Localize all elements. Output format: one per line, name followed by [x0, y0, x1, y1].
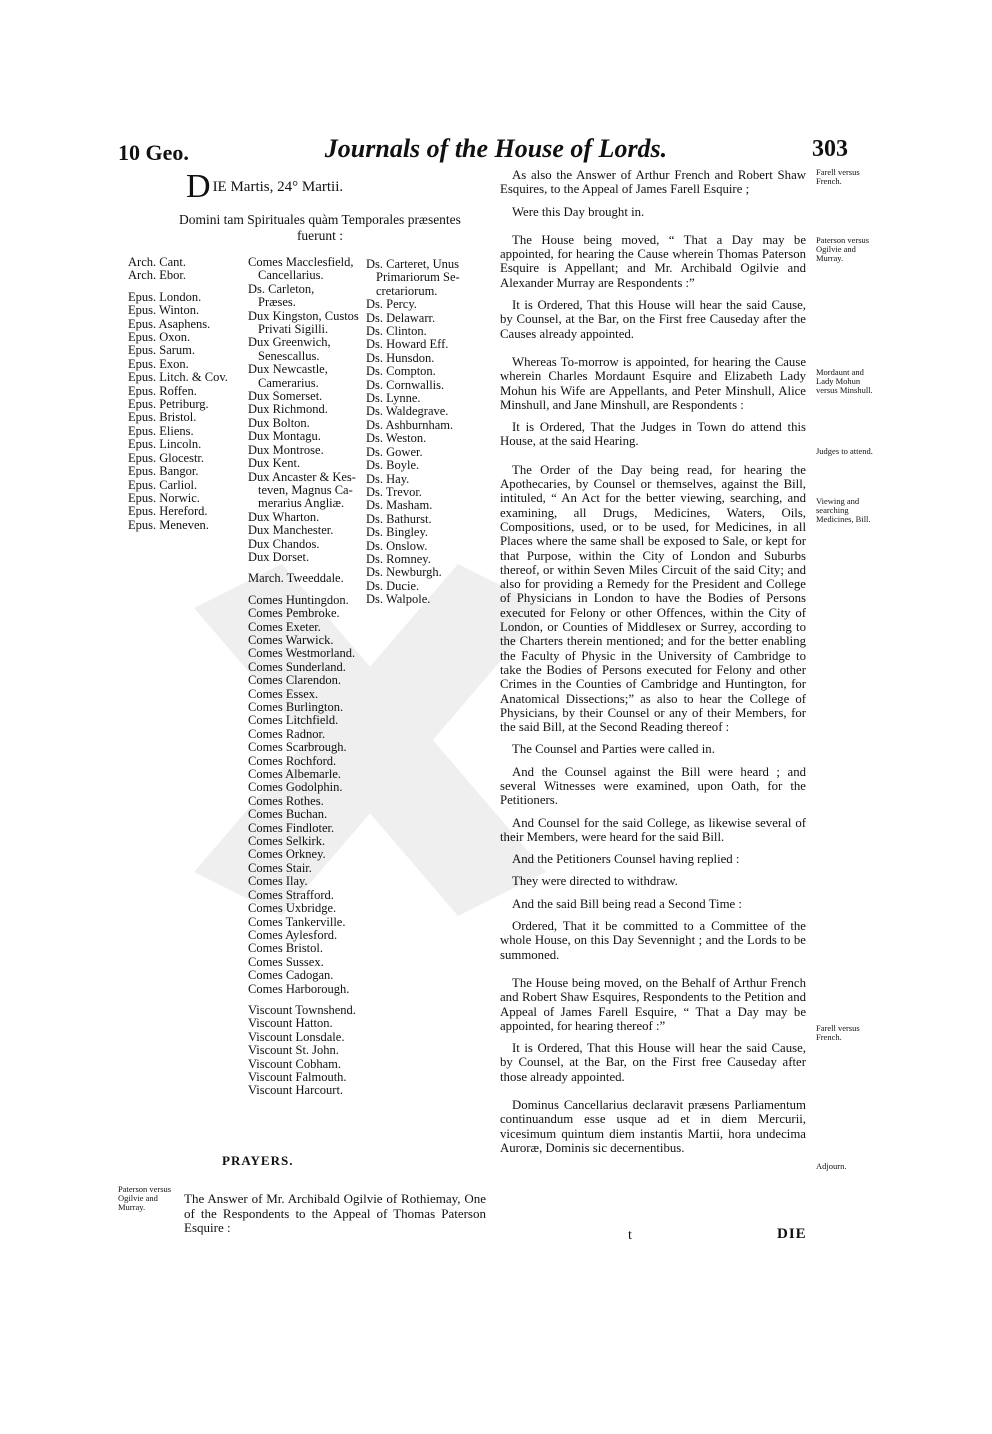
attendee-line: Epus. Carliol. [128, 477, 198, 492]
attendee-line: Viscount Harcourt. [248, 1083, 344, 1098]
attendee-line: Epus. Winton. [128, 303, 200, 318]
answer-paragraph: The Answer of Mr. Archibald Ogilvie of Rothiemay, One of the Respondents to the Appeal of Thomas Paterson Esquire : [184, 1191, 486, 1235]
attendee-line: Viscount St. John. [248, 1043, 339, 1058]
attendee-line: Dux Richmond. [248, 402, 328, 417]
attendee-line: Comes Litchfield. [248, 713, 339, 728]
attendee-line: Epus. Oxon. [128, 330, 191, 345]
dateline [186, 168, 344, 205]
attendee-line: Comes Findloter. [248, 820, 335, 835]
para-called-in: The Counsel and Parties were called in. [512, 742, 715, 757]
para-judges-ordered: It is Ordered, That the Judges in Town do attend this House, at the said Hearing. [500, 420, 806, 449]
attendee-line: Dux Montrose. [248, 442, 324, 457]
attendee-line: Viscount Townshend. [248, 1002, 356, 1017]
attendee-line: Comes Radnor. [248, 726, 326, 741]
attendee-line: Ds. Cornwallis. [366, 377, 445, 392]
attendee-line: Epus. Bangor. [128, 464, 199, 479]
attendee-line: Arch. Ebor. [128, 268, 186, 283]
attendee-line: Epus. Eliens. [128, 423, 194, 438]
para-second-reading: And the said Bill being read a Second Time : [512, 896, 742, 911]
attendee-line: Arch. Cant. [128, 255, 186, 269]
para-replied: And the Petitioners Counsel having replied : [512, 852, 740, 867]
attendee-line: Epus. Bristol. [128, 410, 197, 425]
para-withdraw: They were directed to withdraw. [512, 874, 678, 889]
attendee-line: Epus. Meneven. [128, 517, 209, 532]
margin-note-farell-1: Farell versus French. [816, 167, 860, 186]
attendee-line: Comes Cadogan. [248, 968, 334, 983]
column-barons [366, 258, 460, 607]
attendee-line: Ds. Bingley. [366, 525, 429, 540]
dateline-text: IE Martis, 24° Martii. [212, 179, 344, 195]
attendee-line: Comes Rochford. [248, 753, 337, 768]
attendee-line: Epus. Glocestr. [128, 450, 205, 465]
attendee-line: Comes Bristol. [248, 941, 324, 956]
margin-note-viewing: Viewing and searching Medicines, Bill. [816, 496, 871, 524]
attendee-line: Comes Huntingdon. [248, 592, 349, 607]
column-bishops [128, 256, 228, 532]
attendee-line: Ds. Masham. [366, 498, 433, 513]
attendee-line: Comes Stair. [248, 860, 312, 875]
attendee-line: Comes Harborough. [248, 981, 350, 996]
attendee-line: Dux Kent. [248, 456, 301, 471]
margin-note-judges: Judges to attend. [816, 446, 873, 456]
attendee-line: Epus. Asaphens. [128, 316, 211, 331]
attendee-line: Comes Buchan. [248, 807, 328, 822]
attendee-line: Epus. Litch. & Cov. [128, 370, 228, 385]
attendee-line: Dux Chandos. [248, 536, 320, 551]
attendee-line: Privati Sigilli. [258, 322, 329, 337]
page-number: 303 [812, 136, 848, 162]
attendee-line: Comes Macclesfield, [248, 255, 354, 269]
attendee-line: Ds. Ducie. [366, 578, 420, 593]
para-brought-in: Were this Day brought in. [512, 204, 645, 219]
attendee-line: Ds. Ashburnham. [366, 417, 454, 432]
attendee-line: Ds. Trevor. [366, 484, 422, 499]
attendee-line: Ds. Weston. [366, 431, 427, 446]
attendee-line: Ds. Hay. [366, 471, 410, 486]
attendee-line: Dux Newcastle, [248, 362, 328, 377]
attendee-line: Epus. Roffen. [128, 383, 197, 398]
attendee-line: Ds. Carteret, Unus [366, 257, 460, 271]
attendee-line: Ds. Romney. [366, 551, 431, 566]
para-french-ordered: It is Ordered, That this House will hear the said Cause, by Counsel, at the Bar, on the First free Causeday after those already appointed. [500, 1041, 806, 1084]
attendee-line: Comes Uxbridge. [248, 901, 337, 916]
drop-cap: D [186, 168, 211, 205]
column-temporal-lords [248, 256, 359, 1098]
attendee-line: Ds. Onslow. [366, 538, 428, 553]
attendee-line: Comes Ilay. [248, 874, 308, 889]
attendee-line: Epus. Exon. [128, 356, 189, 371]
attendee-line: Epus. Sarum. [128, 343, 196, 358]
attendee-line: Dux Montagu. [248, 429, 321, 444]
margin-note-adjourn: Adjourn. [816, 1161, 847, 1171]
attendee-line: Comes Warwick. [248, 632, 334, 647]
attendee-line: Ds. Gower. [366, 444, 423, 459]
para-french-moved: The House being moved, on the Behalf of Arthur French and Robert Shaw Esquires, Respondents to the Petition and Appeal of James Farell Esquire, “ That a Day may be appointed, for hearing thereof :” [500, 975, 806, 1033]
attendee-line: March. Tweeddale. [248, 571, 344, 586]
attendee-line: Præses. [258, 295, 296, 310]
attendee-line: Comes Scarbrough. [248, 740, 347, 755]
attendee-line: Ds. Bathurst. [366, 511, 432, 526]
attendee-line: Epus. Hereford. [128, 504, 208, 519]
attendee-line: Dux Ancaster & Kes- [248, 469, 356, 484]
attendee-line: Comes Aylesford. [248, 927, 338, 942]
attendee-line: merarius Angliæ. [258, 496, 345, 511]
margin-note-farell-2: Farell versus French. [816, 1023, 860, 1042]
running-head-regnal-year: 10 Geo. [118, 140, 189, 165]
para-committed: Ordered, That it be committed to a Committee of the whole House, on this Day Sevennight ; and the Lords to be summoned. [500, 919, 806, 962]
attendee-line: Comes Westmorland. [248, 646, 356, 661]
para-farell-answer: As also the Answer of Arthur French and Robert Shaw Esquires, to the Appeal of James Farell Esquire ; [500, 168, 806, 197]
attendee-line: Dux Bolton. [248, 415, 310, 430]
attendee-line: Camerarius. [258, 375, 319, 390]
attendee-line: Ds. Lynne. [366, 391, 421, 406]
attendee-line: Comes Exeter. [248, 619, 321, 634]
attendee-line: Ds. Waldegrave. [366, 404, 449, 419]
attendee-line: Epus. Lincoln. [128, 437, 202, 452]
attendee-line: Viscount Falmouth. [248, 1069, 347, 1084]
para-college-heard: And Counsel for the said College, as likewise several of their Members, were heard for the said Bill. [500, 815, 806, 844]
attendee-line: Ds. Newburgh. [366, 565, 442, 580]
margin-note-paterson: Paterson versus Ogilvie and Murray. [118, 1184, 172, 1212]
para-counsel-heard: And the Counsel against the Bill were heard ; and several Witnesses were examined, upon Oath, for the Petitioners. [500, 764, 806, 808]
attendee-line: cretariorum. [376, 283, 438, 298]
attendee-line: Comes Clarendon. [248, 673, 342, 688]
attendee-line: Ds. Compton. [366, 364, 436, 379]
attendee-line: Primariorum Se- [376, 270, 460, 285]
attendee-line: Ds. Delawarr. [366, 310, 436, 325]
attendee-line: Dux Greenwich, [248, 335, 331, 350]
attendee-line: Ds. Hunsdon. [366, 350, 435, 365]
para-apothecaries: The Order of the Day being read, for hearing the Apothecaries, by Counsel or themselves, against the Bill, intituled, “ An Act for the better viewing, searching, and examining, all Drugs, Medicines, Waters, Oils, Compositions, used, or to be used, for Medicines, in all Places where the same shall be exposed to Sale, or kept for that Purpose, within the City of London and Suburbs thereof, or within Seven Miles Circuit of the said City; and also for providing a Remedy for the President and College of Physicians in London to have the Bodies of Persons executed for Felony or other Offences, within the City of London, or Counties of Middlesex or Surrey, according to the Charters therein mentioned; and for the better enabling the Faculty of Physic in the University of Cambridge to take the Bodies of Persons executed for Felony and other Crimes in the Counties of Cambridge and Huntington, for Anatomical Dissections;” as also to hear the College of Physicians, by their Counsel or any of their Members, for the said Bill, at the Second Reading thereof : [500, 462, 806, 735]
attendee-line: Epus. Petriburg. [128, 397, 209, 412]
para-mordaunt: Whereas To-morrow is appointed, for hearing the Cause wherein Charles Mordaunt Esquire and Elizabeth Lady Mohun his Wife are Appellants, and Peter Minshull, Alice Minshull, and Jane Minshull, are Respondents : [500, 354, 806, 412]
attendee-line: Ds. Clinton. [366, 324, 427, 339]
para-paterson-ordered: It is Ordered, That this House will hear the said Cause, by Counsel, at the Bar, on the First free Causeday after the Causes already appointed. [500, 298, 806, 341]
catchword: DIE [777, 1226, 807, 1242]
attendee-line: Dux Wharton. [248, 509, 320, 524]
attendee-line: Senescallus. [258, 348, 320, 363]
attendee-line: Viscount Hatton. [248, 1016, 333, 1031]
para-paterson-moved: The House being moved, “ That a Day may be appointed, for hearing the Cause wherein Thomas Paterson Esquire is Appellant; and Mr. Archibald Ogilvie and Alexander Murray are Respondents :” [500, 232, 806, 290]
attendee-line: Comes Godolphin. [248, 780, 343, 795]
attendee-line: Viscount Cobham. [248, 1056, 341, 1071]
attendee-line: Comes Albemarle. [248, 767, 342, 782]
attendee-line: Comes Rothes. [248, 793, 324, 808]
prayers-heading: PRAYERS. [222, 1153, 294, 1168]
attendee-line: Ds. Carleton, [248, 281, 315, 296]
margin-note-paterson-2: Paterson versus Ogilvie and Murray. [816, 235, 870, 263]
attendee-line: Dux Kingston, Custos [248, 308, 359, 323]
attendee-line: Comes Selkirk. [248, 834, 326, 849]
running-head-title: Journals of the House of Lords. [324, 134, 668, 163]
attendee-line: Ds. Howard Eff. [366, 337, 449, 352]
margin-note-mordaunt: Mordaunt and Lady Mohun versus Minshull. [816, 367, 873, 395]
attendee-line: Comes Tankerville. [248, 914, 346, 929]
attendee-line: Cancellarius. [258, 268, 324, 283]
attendee-line: Comes Orkney. [248, 847, 326, 862]
attendee-line: Epus. London. [128, 289, 202, 304]
attendee-line: Epus. Norwic. [128, 490, 200, 505]
signature-mark: t [628, 1228, 632, 1243]
attendee-line: Ds. Boyle. [366, 458, 420, 473]
attendee-line: Comes Burlington. [248, 700, 344, 714]
attendee-line: Dux Dorset. [248, 549, 310, 564]
attendee-line: Comes Sunderland. [248, 659, 346, 674]
attendee-line: Comes Sussex. [248, 954, 324, 969]
attendee-line: Ds. Percy. [366, 297, 417, 312]
attendee-line: Ds. Walpole. [366, 592, 431, 607]
attendee-line: Comes Pembroke. [248, 606, 340, 621]
attendee-line: teven, Magnus Ca- [258, 482, 353, 497]
attendee-line: Dux Somerset. [248, 389, 323, 404]
right-column [500, 168, 806, 1163]
attendee-line: Viscount Lonsdale. [248, 1029, 345, 1044]
attendee-line: Comes Essex. [248, 686, 319, 701]
attendee-line: Comes Strafford. [248, 887, 334, 902]
attendee-line: Dux Manchester. [248, 523, 334, 538]
attendance-heading: Domini tam Spirituales quàm Temporales præsentes fuerunt : [179, 212, 461, 243]
para-adjournment: Dominus Cancellarius declaravit præsens Parliamentum continuandum esse usque ad et in diem Mercurii, vicesimum quintum diem instantis Martii, hora undecima Auroræ, Dominis sic decernentibus. [500, 1098, 806, 1155]
